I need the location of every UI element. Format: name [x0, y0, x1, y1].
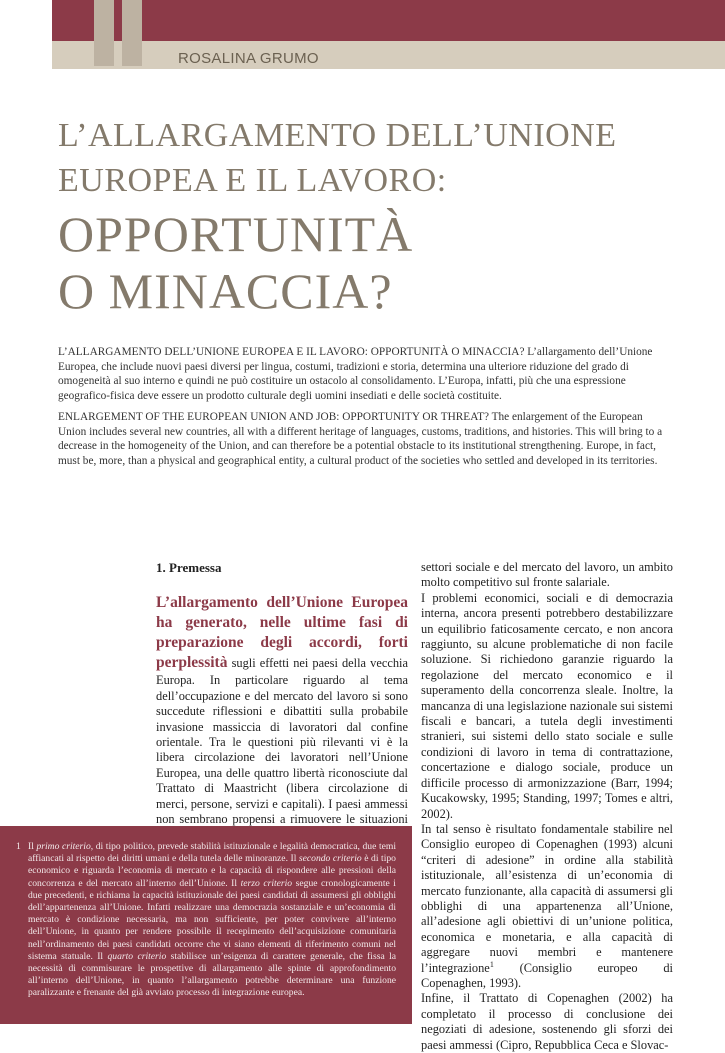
footnote-part: stabilisce un’esigenza di carattere generale, che fissa la necessità di commisurare le prospettive di allargamento alle spinte di approfondimento all’interno dell’Unione, in quanto l’allargamento potrebbe determinare una funzione paralizzante e frenante del già avviato processo di integrazione europea.	[28, 950, 397, 999]
author-band	[52, 41, 725, 69]
footnote-ref: 1	[489, 959, 494, 969]
left-column	[156, 560, 408, 843]
footnote-italic: primo criterio	[36, 841, 91, 852]
decorative-bar	[122, 0, 142, 66]
right-paragraph-3-text: In tal senso è risultato fondamentale stabilire nel Consiglio europeo di Copenaghen (1993) alcuni “criteri di adesione” in ordine alla stabilità istituzionale, all’esistenza di un’economia di mercato funzionante, alla capacità di assumersi gli obblighi di una appartenenza all’Unione, all’adesione agli obiettivi di un’unione politica, economica e monetaria, e alla capacità di aggregare nuovi membri e mantenere l’integrazione	[421, 821, 673, 975]
title-line-3: OPPORTUNITÀ	[58, 206, 414, 262]
left-body-text: sugli effetti nei paesi della vecchia Europa. In particolare riguardo al tema dell’occupazione e del mercato del lavoro si sono succedute riflessioni e dibattiti sulla probabile invasione massiccia di lavoratori dal confine orientale. Tra le questioni più rilevanti vi è la libera circolazione dei lavoratori nell’Unione Europea, una delle quattro libertà riconosciute dal Trattato di Maastricht (libera circolazione di merci, persone, servizi e capitali). I paesi ammessi non sembrano propensi a rimuovere le situazioni	[156, 656, 408, 827]
footnote-italic: terzo criterio	[240, 877, 293, 889]
right-paragraph-3-end: (Consiglio europeo di Copenaghen, 1993).	[421, 960, 673, 990]
title-line-4: O MINACCIA?	[58, 263, 393, 319]
right-paragraph-2: I problemi economici, sociali e di democrazia interna, ancora presenti potrebbero destabilizzare un equilibrio faticosamente cercato, e non ancora raggiunto, su alcune problematiche di non facile soluzione. Si richiedono garanzie riguardo la regolazione del mercato economico e il superamento della concorrenza sleale. Inoltre, la mancanza di una legislazione nazionale sui sistemi fiscali e bancari, a tutela degli investimenti stranieri, sui sistemi dello stato sociale e sulle condizioni di lavoro in tema di contrattazione, concertazione e dialogo sociale, produce un difficile processo di armonizzazione (Barr, 1994; Kucakowsky, 1995; Standing, 1997; Tomes e altri, 2002).	[421, 590, 673, 821]
title-line-1: L’ALLARGAMENTO DELL’UNIONE	[58, 117, 617, 154]
footnote-italic: quarto criterio	[107, 950, 167, 962]
footnote-italic: secondo criterio	[298, 853, 362, 865]
lead-paragraph	[156, 593, 408, 842]
section-heading: 1. Premessa	[156, 560, 222, 575]
lead-text: L’allargamento dell’Unione Europea ha generato, nelle ultime fasi di preparazione degli accordi, forti perplessità	[156, 594, 408, 672]
footnote-number: 1	[16, 841, 21, 852]
header-band	[52, 0, 725, 41]
footnote-part: , di tipo politico, prevede stabilità istituzionale e legalità democratica, due temi affiancati al rispetto dei diritti umani e della tutela delle minoranze. Il	[28, 841, 396, 865]
abstract-english: ENLARGEMENT OF THE EUROPEAN UNION AND JOB: OPPORTUNITY OR THREAT? The enlargement of the European Union includes several new countries, all with a different heritage of languages, customs, traditions, and histories. This will bring to a decrease in the homogeneity of the Union, and can therefore be a potential obstacle to its institutional strengthening. Europe, in fact, must be, more, than a physical and geographical entity, a cultural product of the societies who settled and developed in its territories.	[58, 411, 663, 467]
right-paragraph-3	[421, 822, 673, 991]
footnote-text	[28, 841, 396, 1000]
right-paragraph-1: settori sociale e del mercato del lavoro, un ambito molto competitivo sul fronte salariale.	[421, 560, 673, 590]
footnote	[16, 841, 396, 1000]
right-column	[421, 560, 673, 1053]
abstract-italian: L’ALLARGAMENTO DELL’UNIONE EUROPEA E IL LAVORO: OPPORTUNITÀ O MINACCIA? L’allargamento dell’Unione Europea, che include nuovi paesi diversi per lingua, costumi, tradizioni e storia, determina una ulteriore riduzione del grado di omogeneità al suo interno e quindi ne può costituire un ostacolo al consolidamento. L’Europa, infatti, più che una espressione geografico-fisica deve essere un prodotto culturale degli uomini insediati e delle società costituite.	[58, 346, 653, 402]
title-line-2: EUROPEA E IL LAVORO:	[58, 162, 447, 199]
right-paragraph-4: Infine, il Trattato di Copenaghen (2002) ha completato il processo di conclusione dei negoziati di adesione, sostenendo gli sforzi dei paesi ammessi (Cipro, Repubblica Ceca e Slovac-	[421, 991, 673, 1052]
footnote-part: Il	[28, 841, 34, 852]
footnote-part: è di tipo economico e riguarda l’economia di mercato e la capacità di rispondere alle pressioni della concorrenza e del mercato all’interno dell’Unione. Il	[28, 853, 396, 889]
decorative-bar	[94, 0, 114, 66]
author-name: ROSALINA GRUMO	[178, 50, 319, 67]
footnote-part: segue cronologicamente i due precedenti, e richiama la capacità istituzionale dei paesi candidati di assumersi gli obblighi dell’appartenenza all’Unione. Infatti realizzare una democrazia sostanziale e un’economia di mercato è condizione necessaria, ma non sufficiente, per poter convivere all’interno dell’Unione, in quanto per rendere possibile il recepimento dell’acquisizione comunitaria nell’ordinamento dei paesi candidati occorre che vi siano elementi di riferimento comuni nel sistema statuale. Il	[28, 877, 396, 962]
